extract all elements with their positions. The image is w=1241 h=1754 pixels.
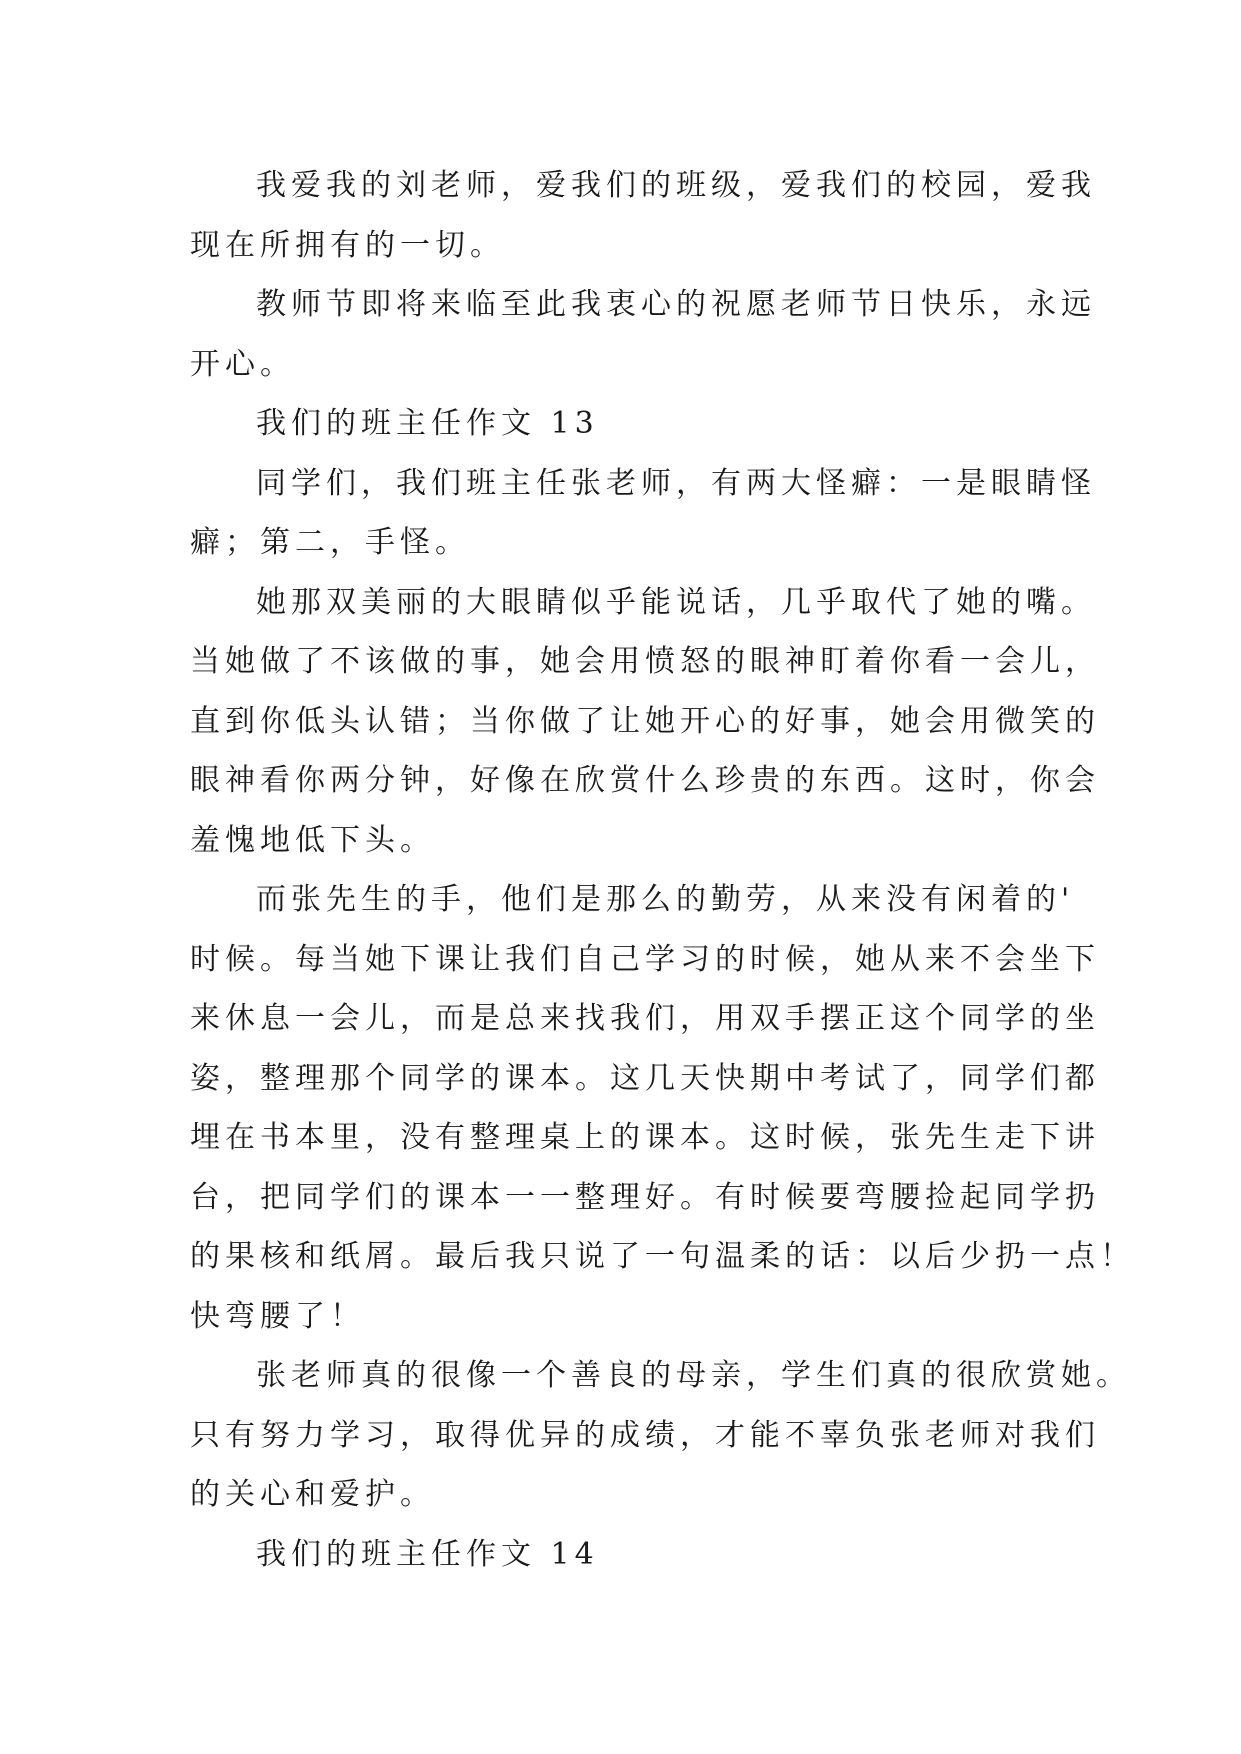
paragraph-first-line: 我们的班主任作文 13 (256, 406, 599, 441)
paragraph-line: 的果核和纸屑。最后我只说了一句温柔的话：以后少扔一点！ (190, 1239, 1135, 1274)
paragraph-line: 来休息一会儿，而是总来找我们，用双手摆正这个同学的坐 (190, 1001, 1100, 1036)
paragraph-first-line: 她那双美丽的大眼睛似乎能说话，几乎取代了她的嘴。 (256, 584, 1096, 620)
document-body (190, 156, 1135, 1584)
paragraph-first-line: 而张先生的手，他们是那么的勤劳，从来没有闲着的' (256, 882, 1075, 917)
paragraph-first-line: 我们的班主任作文 14 (256, 1536, 599, 1572)
paragraph-line: 姿，整理那个同学的课本。这几天快期中考试了，同学们都 (190, 1060, 1100, 1096)
paragraph-line: 埋在书本里，没有整理桌上的课本。这时候，张先生走下讲 (190, 1120, 1100, 1155)
paragraph-line: 眼神看你两分钟，好像在欣赏什么珍贵的东西。这时，你会 (190, 763, 1100, 798)
paragraph-line: 开心。 (190, 346, 295, 382)
paragraph-line: 台，把同学们的课本一一整理好。有时候要弯腰捡起同学扔 (190, 1179, 1100, 1215)
paragraph-line: 的关心和爱护。 (190, 1477, 435, 1512)
paragraph-first-line: 张老师真的很像一个善良的母亲，学生们真的很欣赏她。 (256, 1358, 1131, 1393)
paragraph-first-line: 同学们，我们班主任张老师，有两大怪癖：一是眼睛怪 (256, 465, 1096, 501)
paragraph-first-line: 教师节即将来临至此我衷心的祝愿老师节日快乐，永远 (256, 287, 1096, 322)
paragraph-line: 只有努力学习，取得优异的成绩，才能不辜负张老师对我们 (190, 1417, 1100, 1453)
paragraph-line: 直到你低头认错；当你做了让她开心的好事，她会用微笑的 (190, 703, 1100, 739)
paragraph-line: 当她做了不该做的事，她会用愤怒的眼神盯着你看一会儿， (190, 644, 1100, 679)
paragraph-line: 羞愧地低下头。 (190, 822, 435, 858)
paragraph-line: 时候。每当她下课让我们自己学习的时候，她从来不会坐下 (190, 941, 1100, 977)
paragraph-line: 快弯腰了！ (190, 1298, 365, 1334)
paragraph-first-line: 我爱我的刘老师，爱我们的班级，爱我们的校园，爱我 (256, 168, 1096, 203)
paragraph-line: 现在所拥有的一切。 (190, 227, 505, 263)
paragraph-line: 癖；第二，手怪。 (190, 525, 470, 560)
